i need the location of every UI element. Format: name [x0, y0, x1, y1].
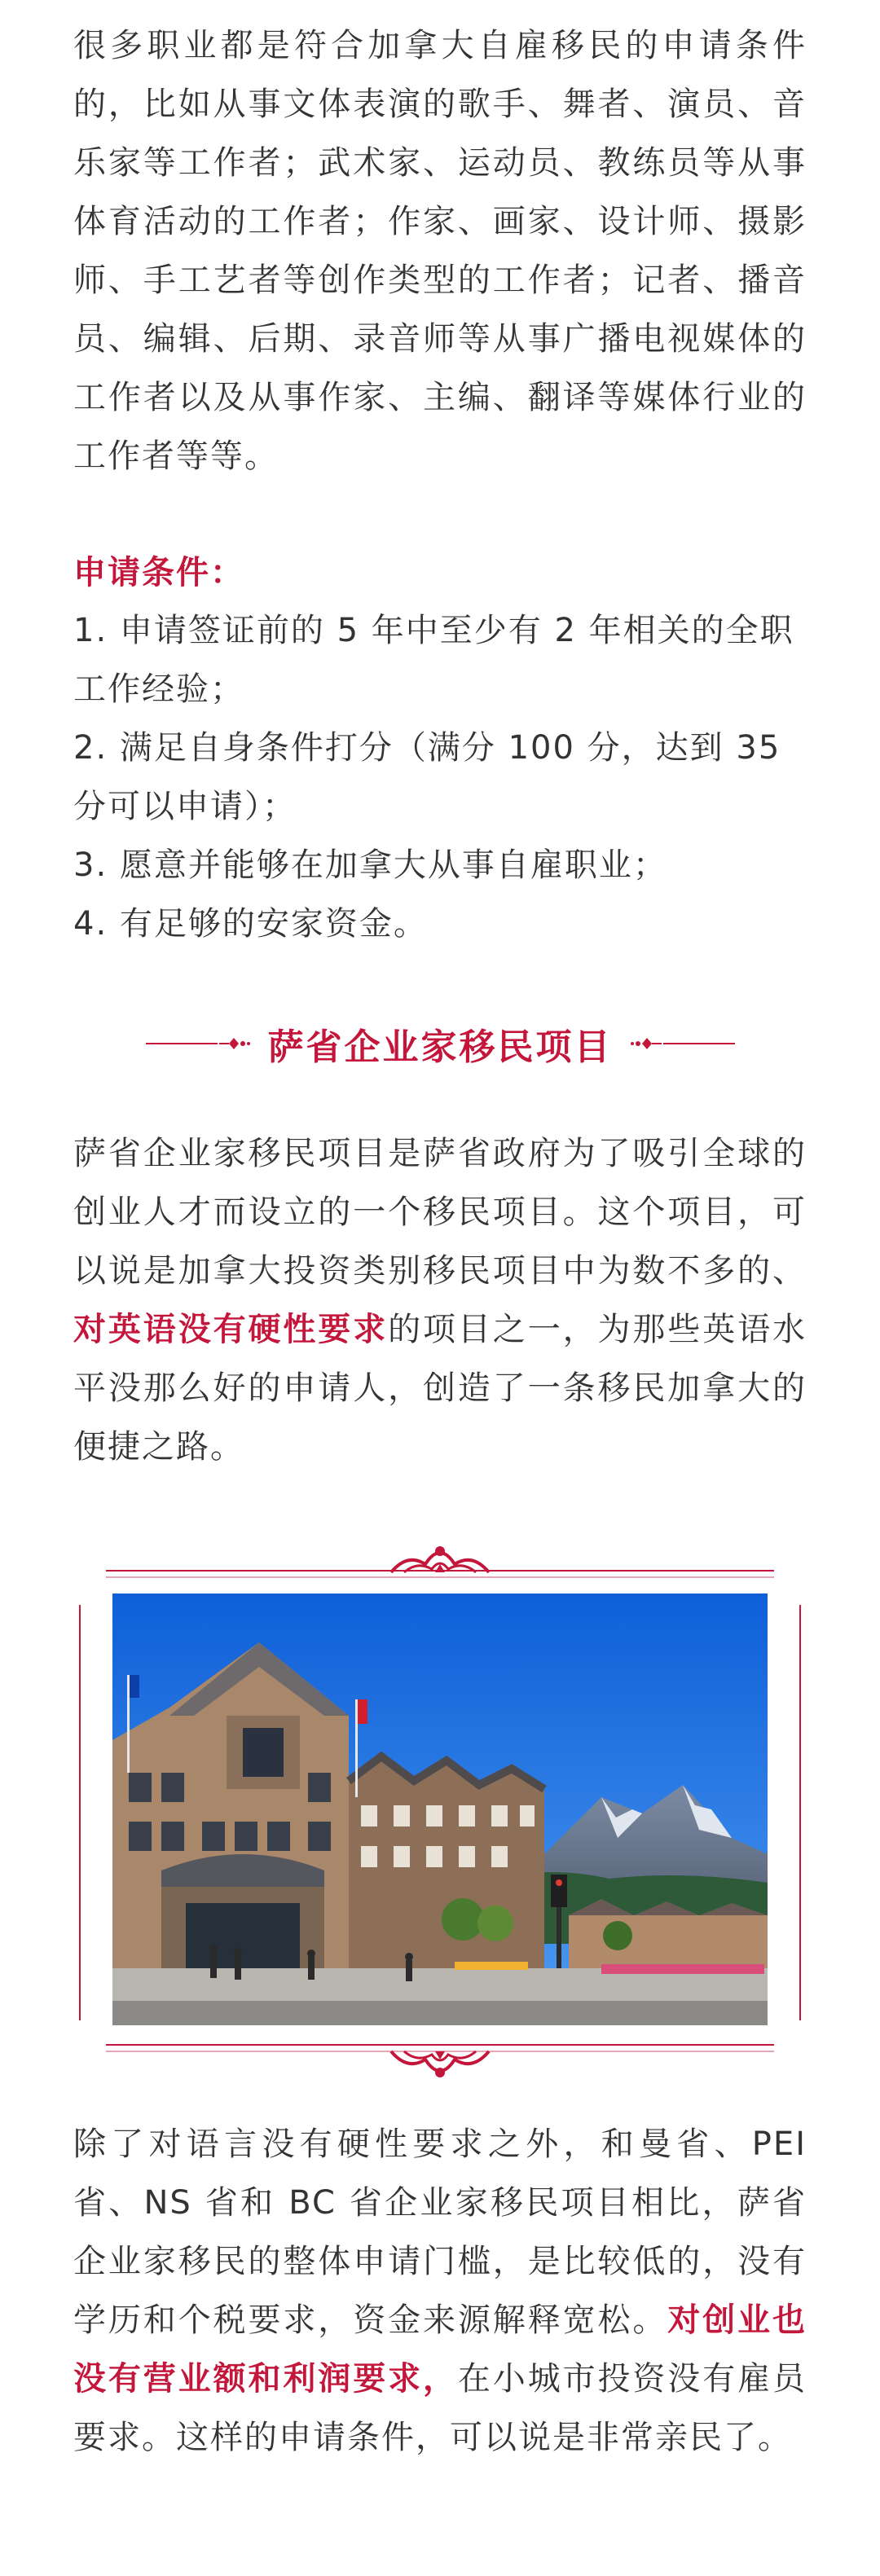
paragraph-text: 萨省企业家移民项目是萨省政府为了吸引全球的创业人才而设立的一个移民项目。这个项目，可以说是加拿大投资类别移民项目中为数不多的、: [73, 1135, 807, 1290]
highlight-text: 对创业也没有营业额和利润要求，: [73, 2301, 807, 2398]
town-street-photo: [112, 1594, 768, 2025]
intro-paragraph: 很多职业都是符合加拿大自雇移民的申请条件的，比如从事文体表演的歌手、舞者、演员、音乐家等工作者；武术家、运动员、教练员等从事体育活动的工作者；作家、画家、设计师、摄影师、手工艺者等创作类型的工作者；记者、播音员、编辑、后期、录音师等从事广播电视媒体的工作者以及从事作家、主编、翻译等媒体行业的工作者等等。: [73, 27, 807, 475]
comparison-paragraph: [73, 2115, 807, 2467]
requirement-item-3: 3. 愿意并能够在加拿大从事自雇职业；: [73, 846, 667, 884]
photo-frame: [73, 1515, 807, 2102]
requirements-list: [73, 601, 807, 953]
highlight-text: 对英语没有硬性要求: [73, 1311, 389, 1348]
paragraph-text: 除了对语言没有硬性要求之外，和曼省、PEI 省、NS 省和 BC 省企业家移民项目相比，萨省企业家移民的整体申请门槛，是比较低的，没有学历和个税要求，资金来源解释宽松。: [73, 2125, 807, 2339]
left-ornament-icon: [146, 1035, 250, 1052]
paragraph-text: 在小城市投资没有雇员要求。这样的申请条件，可以说是非常亲民了。: [73, 2360, 807, 2456]
section-header: [0, 1015, 880, 1072]
paragraph-text: 的项目之一，为那些英语水平没那么好的申请人，创造了一条移民加拿大的便捷之路。: [73, 1311, 807, 1466]
requirement-item-2: 2. 满足自身条件打分（满分 100 分，达到 35 分可以申请）；: [73, 729, 781, 825]
requirements-title: 申请条件：: [73, 554, 244, 591]
entrepreneur-paragraph: [73, 1124, 807, 1476]
requirement-item-1: 1. 申请签证前的 5 年中至少有 2 年相关的全职工作经验；: [73, 612, 794, 708]
section-title: 萨省企业家移民项目: [267, 1026, 613, 1068]
requirement-item-4: 4. 有足够的安家资金。: [73, 905, 428, 943]
right-ornament-icon: [631, 1035, 735, 1052]
